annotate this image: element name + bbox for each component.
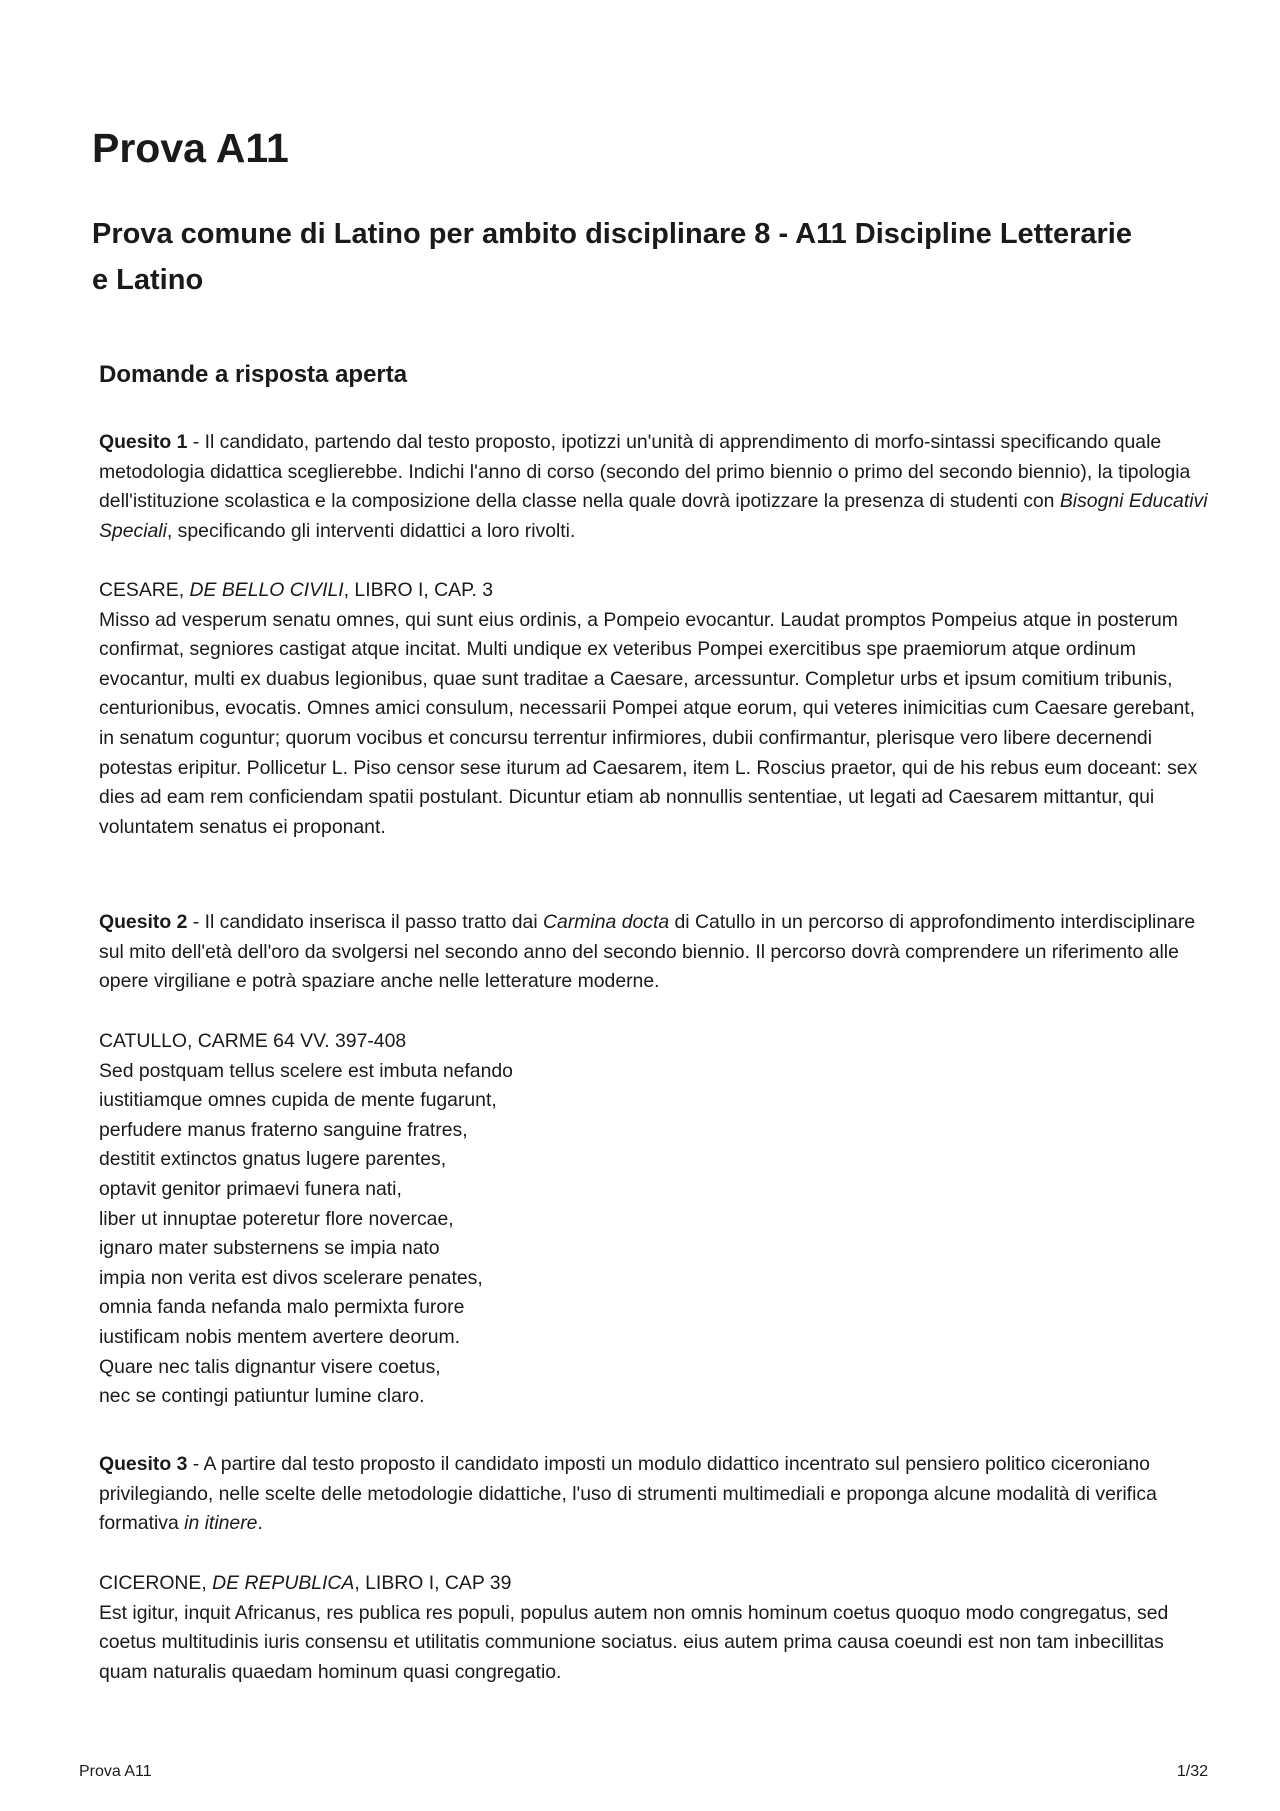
question-1-source <box>99 576 1209 606</box>
verse-line: nec se contingi patiuntur lumine claro. <box>99 1385 425 1408</box>
question-3-source-ref: , LIBRO I, CAP 39 <box>354 1572 512 1594</box>
verse-line: ignaro mater substernens se impia nato <box>99 1237 440 1260</box>
question-1-text-a: Il candidato, partendo dal testo proposto, ipotizzi un'unità di apprendimento di morfo-sintassi specificando quale metodologia didattica sceglierebbe. Indichi l'anno di corso (secondo del primo biennio o primo del secondo biennio), la tipologia dell'istituzione scolastica e la composizione della classe nella quale dovrà ipotizzare la presenza di studenti con <box>99 431 1191 513</box>
question-1-text-emphasis: Bisogni Educativi Speciali <box>99 490 1208 542</box>
verse-line: iustitiamque omnes cupida de mente fugarunt, <box>99 1089 497 1112</box>
verse-line: impia non verita est divos scelerare penates, <box>99 1266 483 1289</box>
question-3-prompt <box>99 1450 1209 1539</box>
page-title: Prova A11 <box>92 125 289 171</box>
question-3-text-emphasis: in itinere <box>184 1512 258 1535</box>
question-2-separator: - <box>187 911 205 933</box>
footer-document-name: Prova A11 <box>79 1763 152 1780</box>
section-heading: Domande a risposta aperta <box>99 361 408 388</box>
question-3-text-a: A partire dal testo proposto il candidato imposti un modulo didattico incentrato sul pensiero politico ciceroniano privilegiando, nelle scelte delle metodologie didattiche, l'uso di strumenti multimediali e proponga alcune modalità di verifica formativa <box>99 1453 1157 1535</box>
question-1-source-ref: , LIBRO I, CAP. 3 <box>343 579 494 601</box>
question-3-source-author: CICERONE, <box>99 1572 213 1594</box>
question-1-source-work: DE BELLO CIVILI <box>189 579 344 601</box>
question-3-text-b: . <box>257 1512 263 1535</box>
question-3-source-block <box>99 1569 1209 1687</box>
question-3-source-work: DE REPUBLICA <box>212 1572 355 1594</box>
verse-line: omnia fanda nefanda malo permixta furore <box>99 1296 465 1319</box>
question-1-passage: Misso ad vesperum senatu omnes, qui sunt eius ordinis, a Pompeio evocantur. Laudat promptos Pompeius atque in posterum confirmat, segniores castigat atque incitat. Multi undique ex veteribus Pompei exercitibus spe praemiorum atque ordinum evocantur, multi ex duabus legionibus, quae sunt traditae a Caesare, arcessuntur. Completur urbs et ipsum comitium tribunis, centurionibus, evocatis. Omnes amici consulum, necessarii Pompei atque eorum, qui veteres inimicitias cum Caesare gerebant, in senatum coguntur; quorum vocibus et concursu terrentur infirmiores, dubii confirmantur, plerisque vero libere decernendi potestas eripitur. Pollicetur L. Piso censor sese iturum ad Caesarem, item L. Roscius praetor, qui de his rebus eum doceant: sex dies ad eam rem conficiendam spatii postulant. Dicuntur etiam ab nonnullis sententiae, ut legati ad Caesarem mittantur, qui voluntatem senatus ei proponant. <box>99 608 1198 838</box>
footer-page-number: 1/32 <box>1176 1763 1208 1780</box>
question-2-text-b: di Catullo in un percorso di approfondimento interdisciplinare sul mito dell'età dell'oro da svolgersi nel secondo anno del secondo biennio. Il percorso dovrà comprendere un riferimento alle opere virgiliane e potrà spaziare anche nelle letterature moderne. <box>99 911 1196 993</box>
verse-line: Sed postquam tellus scelere est imbuta nefando <box>99 1059 513 1082</box>
question-3-separator: - <box>187 1453 204 1475</box>
question-2-source: CATULLO, CARME 64 VV. 397-408 <box>99 1030 407 1052</box>
question-3-label: Quesito 3 <box>99 1453 188 1475</box>
question-3-source <box>99 1569 1209 1599</box>
verse-line: iustificam nobis mentem avertere deorum. <box>99 1325 461 1348</box>
question-1 <box>99 428 1209 546</box>
question-1-text-b: , specificando gli interventi didattici a loro rivolti. <box>166 519 576 542</box>
question-2-source-block <box>99 1027 1209 1412</box>
poem-verses <box>99 1057 1209 1412</box>
question-1-separator: - <box>187 431 205 453</box>
verse-line: perfudere manus fraterno sanguine fratres, <box>99 1118 468 1141</box>
question-2-label: Quesito 2 <box>99 911 188 933</box>
verse-line: liber ut innuptae poteretur flore novercae, <box>99 1207 454 1230</box>
page-subtitle: Prova comune di Latino per ambito disciplinare 8 - A11 Discipline Letterarie e Latino <box>92 218 1132 296</box>
verse-line: destitit extinctos gnatus lugere parentes, <box>99 1148 447 1171</box>
question-1-source-block <box>99 576 1209 842</box>
question-3 <box>99 1450 1209 1539</box>
question-1-label: Quesito 1 <box>99 431 188 453</box>
question-2-prompt <box>99 908 1209 997</box>
question-1-source-author: CESARE, <box>99 579 190 601</box>
question-2 <box>99 908 1209 997</box>
verse-line: optavit genitor primaevi funera nati, <box>99 1177 402 1200</box>
question-1-prompt <box>99 428 1209 546</box>
question-2-text-emphasis: Carmina docta <box>543 911 670 933</box>
verse-line: Quare nec talis dignantur visere coetus, <box>99 1355 441 1378</box>
question-2-text-a: Il candidato inserisca il passo tratto dai <box>204 911 544 933</box>
question-3-passage: Est igitur, inquit Africanus, res publica res populi, populus autem non omnis hominum coetus quoquo modo congregatus, sed coetus multitudinis iuris consensu et utilitatis communione sociatus. eius autem prima causa coeundi est non tam inbecillitas quam naturalis quaedam hominum quasi congregatio. <box>99 1601 1169 1683</box>
